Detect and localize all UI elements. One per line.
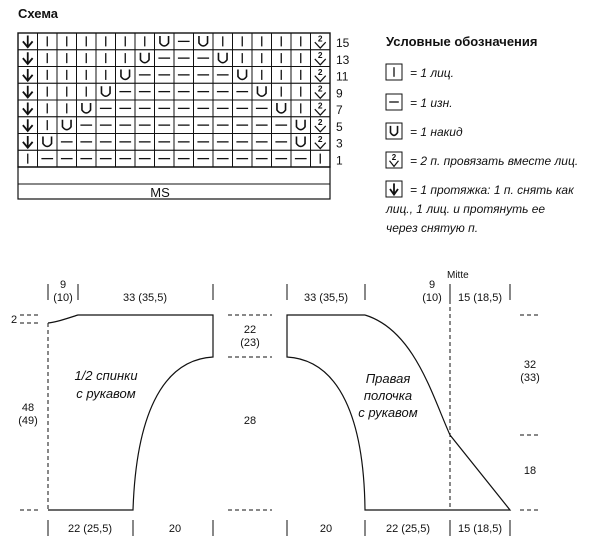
chart-cell-purl-stitch-symbol	[155, 134, 175, 151]
chart-cell-knit-stitch-symbol	[38, 100, 58, 117]
chart-cell-purl-stitch-symbol	[57, 150, 77, 167]
chart-cell-purl-stitch-symbol	[213, 83, 233, 100]
chart-cell-purl-stitch-symbol	[155, 117, 175, 134]
chart-cell-purl-stitch-symbol	[174, 134, 194, 151]
dim-front-neck-2: (10)	[422, 292, 442, 304]
chart-cell-k2tog-symbol	[311, 50, 331, 67]
legend-item	[386, 64, 454, 80]
chart-cell-knit-stitch-symbol	[38, 67, 58, 84]
front-label-3: с рукавом	[358, 405, 418, 420]
chart-cell-slip-pass-over-symbol	[18, 50, 38, 67]
chart-cell-yarn-over-symbol	[233, 67, 253, 84]
row-number: 5	[336, 119, 343, 134]
row-number: 13	[336, 52, 350, 67]
repeat-label: MS	[150, 185, 170, 200]
chart-cell-knit-stitch-symbol	[213, 33, 233, 50]
legend-purl-stitch-symbol	[386, 94, 402, 110]
legend	[385, 64, 578, 235]
chart-cell-purl-stitch-symbol	[174, 100, 194, 117]
front-label-2: полочка	[363, 388, 413, 403]
chart-cell-knit-stitch-symbol	[57, 33, 77, 50]
chart-cell-knit-stitch-symbol	[38, 117, 58, 134]
chart-cell-purl-stitch-symbol	[96, 150, 116, 167]
chart-cell-k2tog-symbol	[311, 117, 331, 134]
chart-cell-knit-stitch-symbol	[116, 50, 136, 67]
chart-cell-k2tog-symbol	[311, 83, 331, 100]
chart-cell-purl-stitch-symbol	[57, 134, 77, 151]
row-number: 15	[336, 36, 350, 51]
chart-cell-purl-stitch-symbol	[174, 33, 194, 50]
chart-cell-purl-stitch-symbol	[155, 100, 175, 117]
chart-cell-yarn-over-symbol	[291, 117, 311, 134]
chart-cell-knit-stitch-symbol	[116, 33, 136, 50]
back-piece	[48, 315, 213, 510]
chart-cell-purl-stitch-symbol	[194, 50, 214, 67]
chart-cell-knit-stitch-symbol	[77, 50, 97, 67]
chart-cell-slip-pass-over-symbol	[18, 33, 38, 50]
chart-cell-purl-stitch-symbol	[213, 134, 233, 151]
chart-cell-knit-stitch-symbol	[272, 83, 292, 100]
chart-cell-knit-stitch-symbol	[233, 50, 253, 67]
chart-cell-knit-stitch-symbol	[291, 83, 311, 100]
chart-cell-purl-stitch-symbol	[38, 150, 58, 167]
row-number: 1	[336, 153, 343, 168]
chart-cell-purl-stitch-symbol	[96, 134, 116, 151]
chart-cell-knit-stitch-symbol	[57, 67, 77, 84]
row-number: 11	[336, 69, 349, 84]
chart-cell-purl-stitch-symbol	[96, 117, 116, 134]
chart-cell-knit-stitch-symbol	[57, 50, 77, 67]
chart-cell-slip-pass-over-symbol	[18, 67, 38, 84]
dim-back-shoulder: 33 (35,5)	[122, 292, 168, 304]
legend-knit-stitch-symbol	[386, 64, 402, 80]
chart-cell-purl-stitch-symbol	[174, 50, 194, 67]
chart-cell-yarn-over-symbol	[272, 100, 292, 117]
dim-sleeve: 28	[243, 415, 257, 427]
chart-cell-slip-pass-over-symbol	[18, 134, 38, 151]
chart-cell-k2tog-symbol	[311, 67, 331, 84]
chart-cell-purl-stitch-symbol	[213, 117, 233, 134]
legend-item	[386, 123, 463, 139]
chart-cell-knit-stitch-symbol	[38, 83, 58, 100]
dim-back-width: 22 (25,5)	[67, 523, 113, 535]
chart-cell-knit-stitch-symbol	[291, 100, 311, 117]
dim-neck-drop: 2	[10, 314, 18, 326]
chart-cell-knit-stitch-symbol	[96, 50, 116, 67]
chart-cell-yarn-over-symbol	[38, 134, 58, 151]
chart-cell-purl-stitch-symbol	[233, 134, 253, 151]
legend-item	[385, 181, 575, 235]
chart-cell-knit-stitch-symbol	[252, 50, 272, 67]
chart-cell-knit-stitch-symbol	[77, 33, 97, 50]
chart-cell-purl-stitch-symbol	[116, 117, 136, 134]
chart-cell-yarn-over-symbol	[135, 50, 155, 67]
dim-front-neck-1: 9	[428, 279, 436, 291]
chart-cell-purl-stitch-symbol	[194, 67, 214, 84]
chart-cell-purl-stitch-symbol	[135, 100, 155, 117]
legend-item	[386, 94, 453, 110]
chart-cell-purl-stitch-symbol	[194, 117, 214, 134]
chart-cell-purl-stitch-symbol	[174, 67, 194, 84]
row-number: 9	[336, 86, 343, 101]
chart-cell-purl-stitch-symbol	[272, 134, 292, 151]
chart-cell-knit-stitch-symbol	[291, 33, 311, 50]
legend-text: = 2 п. провязать вместе лиц.	[410, 154, 579, 168]
chart-cell-knit-stitch-symbol	[252, 67, 272, 84]
chart-cell-purl-stitch-symbol	[116, 134, 136, 151]
dim-front-sleeve: 20	[319, 523, 333, 535]
right-dimension-ticks	[520, 315, 540, 510]
chart-cell-purl-stitch-symbol	[116, 100, 136, 117]
svg-text:2: 2	[317, 100, 323, 111]
chart-cell-purl-stitch-symbol	[155, 150, 175, 167]
chart-cell-knit-stitch-symbol	[272, 50, 292, 67]
chart-cell-purl-stitch-symbol	[155, 83, 175, 100]
svg-text:2: 2	[317, 83, 323, 94]
legend-item	[386, 152, 578, 168]
legend-text: = 1 накид	[410, 125, 463, 139]
chart-cell-purl-stitch-symbol	[96, 100, 116, 117]
chart-cell-purl-stitch-symbol	[135, 67, 155, 84]
legend-text: = 1 лиц.	[410, 66, 454, 80]
svg-text:2: 2	[317, 33, 323, 44]
row-number: 3	[336, 136, 343, 151]
dim-front-shoulder: 33 (35,5)	[303, 292, 349, 304]
chart-cell-purl-stitch-symbol	[272, 150, 292, 167]
chart-cell-purl-stitch-symbol	[213, 100, 233, 117]
dim-front-upper-2: (33)	[520, 372, 540, 384]
chart-cell-knit-stitch-symbol	[135, 33, 155, 50]
chart-cell-purl-stitch-symbol	[135, 117, 155, 134]
chart-cell-knit-stitch-symbol	[96, 33, 116, 50]
row-number: 7	[336, 103, 343, 118]
chart-cell-purl-stitch-symbol	[252, 117, 272, 134]
chart-cell-knit-stitch-symbol	[252, 33, 272, 50]
chart-cell-knit-stitch-symbol	[57, 83, 77, 100]
dim-front-width: 22 (25,5)	[385, 523, 431, 535]
chart-cell-slip-pass-over-symbol	[18, 117, 38, 134]
legend-slip-pass-over-symbol	[386, 181, 402, 197]
chart-cell-purl-stitch-symbol	[213, 67, 233, 84]
chart-cell-knit-stitch-symbol	[77, 67, 97, 84]
dim-back-length-2: (49)	[18, 415, 38, 427]
dim-front-upper-1: 32	[523, 359, 537, 371]
chart-cell-yarn-over-symbol	[213, 50, 233, 67]
chart-cell-yarn-over-symbol	[194, 33, 214, 50]
svg-text:2: 2	[317, 133, 323, 144]
chart-cell-yarn-over-symbol	[252, 83, 272, 100]
legend-text: = 1 изн.	[410, 96, 453, 110]
chart-cell-purl-stitch-symbol	[233, 83, 253, 100]
bottom-dimension-ticks	[48, 520, 510, 536]
svg-text:2: 2	[317, 117, 323, 128]
legend-yarn-over-symbol	[386, 123, 402, 139]
stitch-chart	[18, 33, 350, 167]
chart-cell-purl-stitch-symbol	[213, 150, 233, 167]
dim-front-lower: 18	[523, 465, 537, 477]
dim-front-center-top: 15 (18,5)	[457, 292, 503, 304]
chart-cell-purl-stitch-symbol	[116, 83, 136, 100]
chart-cell-purl-stitch-symbol	[135, 134, 155, 151]
chart-cell-purl-stitch-symbol	[77, 117, 97, 134]
chart-cell-knit-stitch-symbol	[18, 150, 38, 167]
dim-back-neck-2: (10)	[53, 292, 73, 304]
chart-cell-knit-stitch-symbol	[291, 67, 311, 84]
chart-cell-purl-stitch-symbol	[252, 100, 272, 117]
chart-cell-purl-stitch-symbol	[272, 117, 292, 134]
back-label-1: 1/2 спинки	[74, 368, 138, 383]
chart-cell-knit-stitch-symbol	[38, 33, 58, 50]
chart-cell-yarn-over-symbol	[155, 33, 175, 50]
chart-cell-k2tog-symbol	[311, 134, 331, 151]
chart-title: Схема	[18, 6, 59, 21]
chart-cell-yarn-over-symbol	[96, 83, 116, 100]
svg-text:2: 2	[391, 153, 397, 162]
schematic	[11, 270, 540, 536]
legend-title: Условные обозначения	[386, 34, 538, 49]
svg-text:2: 2	[317, 66, 323, 77]
chart-cell-purl-stitch-symbol	[155, 67, 175, 84]
chart-cell-purl-stitch-symbol	[174, 117, 194, 134]
chart-cell-purl-stitch-symbol	[233, 150, 253, 167]
chart-cell-purl-stitch-symbol	[233, 100, 253, 117]
chart-cell-knit-stitch-symbol	[272, 67, 292, 84]
chart-cell-slip-pass-over-symbol	[18, 100, 38, 117]
chart-cell-knit-stitch-symbol	[57, 100, 77, 117]
chart-cell-purl-stitch-symbol	[77, 134, 97, 151]
chart-cell-knit-stitch-symbol	[272, 33, 292, 50]
dim-front-center-bottom: 15 (18,5)	[457, 523, 503, 535]
chart-cell-knit-stitch-symbol	[291, 50, 311, 67]
dim-back-neck-1: 9	[59, 279, 67, 291]
chart-cell-purl-stitch-symbol	[135, 150, 155, 167]
chart-cell-purl-stitch-symbol	[194, 100, 214, 117]
legend-text: лиц., 1 лиц. и протянуть ее	[386, 202, 546, 216]
repeat-bar	[18, 167, 330, 200]
chart-cell-purl-stitch-symbol	[77, 150, 97, 167]
chart-cell-purl-stitch-symbol	[135, 83, 155, 100]
chart-cell-k2tog-symbol	[311, 100, 331, 117]
chart-cell-knit-stitch-symbol	[77, 83, 97, 100]
center-line-label: Mitte	[447, 270, 469, 281]
back-label-2: с рукавом	[76, 386, 136, 401]
dim-armhole-2: (23)	[240, 337, 260, 349]
chart-cell-purl-stitch-symbol	[174, 150, 194, 167]
dim-back-length-1: 48	[21, 402, 35, 414]
chart-cell-yarn-over-symbol	[291, 134, 311, 151]
chart-cell-k2tog-symbol	[311, 33, 331, 50]
dim-back-sleeve: 20	[168, 523, 182, 535]
chart-cell-knit-stitch-symbol	[233, 33, 253, 50]
chart-cell-purl-stitch-symbol	[291, 150, 311, 167]
chart-cell-purl-stitch-symbol	[252, 134, 272, 151]
chart-cell-yarn-over-symbol	[57, 117, 77, 134]
chart-cell-knit-stitch-symbol	[38, 50, 58, 67]
chart-cell-purl-stitch-symbol	[194, 83, 214, 100]
dim-armhole-1: 22	[243, 324, 257, 336]
chart-cell-purl-stitch-symbol	[174, 83, 194, 100]
legend-text: = 1 протяжка: 1 п. снять как	[410, 183, 574, 197]
front-label-1: Правая	[365, 371, 411, 386]
legend-text: через снятую п.	[386, 221, 479, 235]
chart-cell-purl-stitch-symbol	[233, 117, 253, 134]
chart-cell-purl-stitch-symbol	[194, 134, 214, 151]
chart-cell-slip-pass-over-symbol	[18, 83, 38, 100]
chart-cell-knit-stitch-symbol	[311, 150, 331, 167]
chart-cell-purl-stitch-symbol	[252, 150, 272, 167]
chart-cell-yarn-over-symbol	[77, 100, 97, 117]
chart-cell-knit-stitch-symbol	[96, 67, 116, 84]
chart-cell-purl-stitch-symbol	[194, 150, 214, 167]
legend-k2tog-symbol	[386, 152, 402, 168]
chart-cell-purl-stitch-symbol	[155, 50, 175, 67]
svg-text:2: 2	[317, 50, 323, 61]
chart-cell-purl-stitch-symbol	[116, 150, 136, 167]
chart-cell-yarn-over-symbol	[116, 67, 136, 84]
